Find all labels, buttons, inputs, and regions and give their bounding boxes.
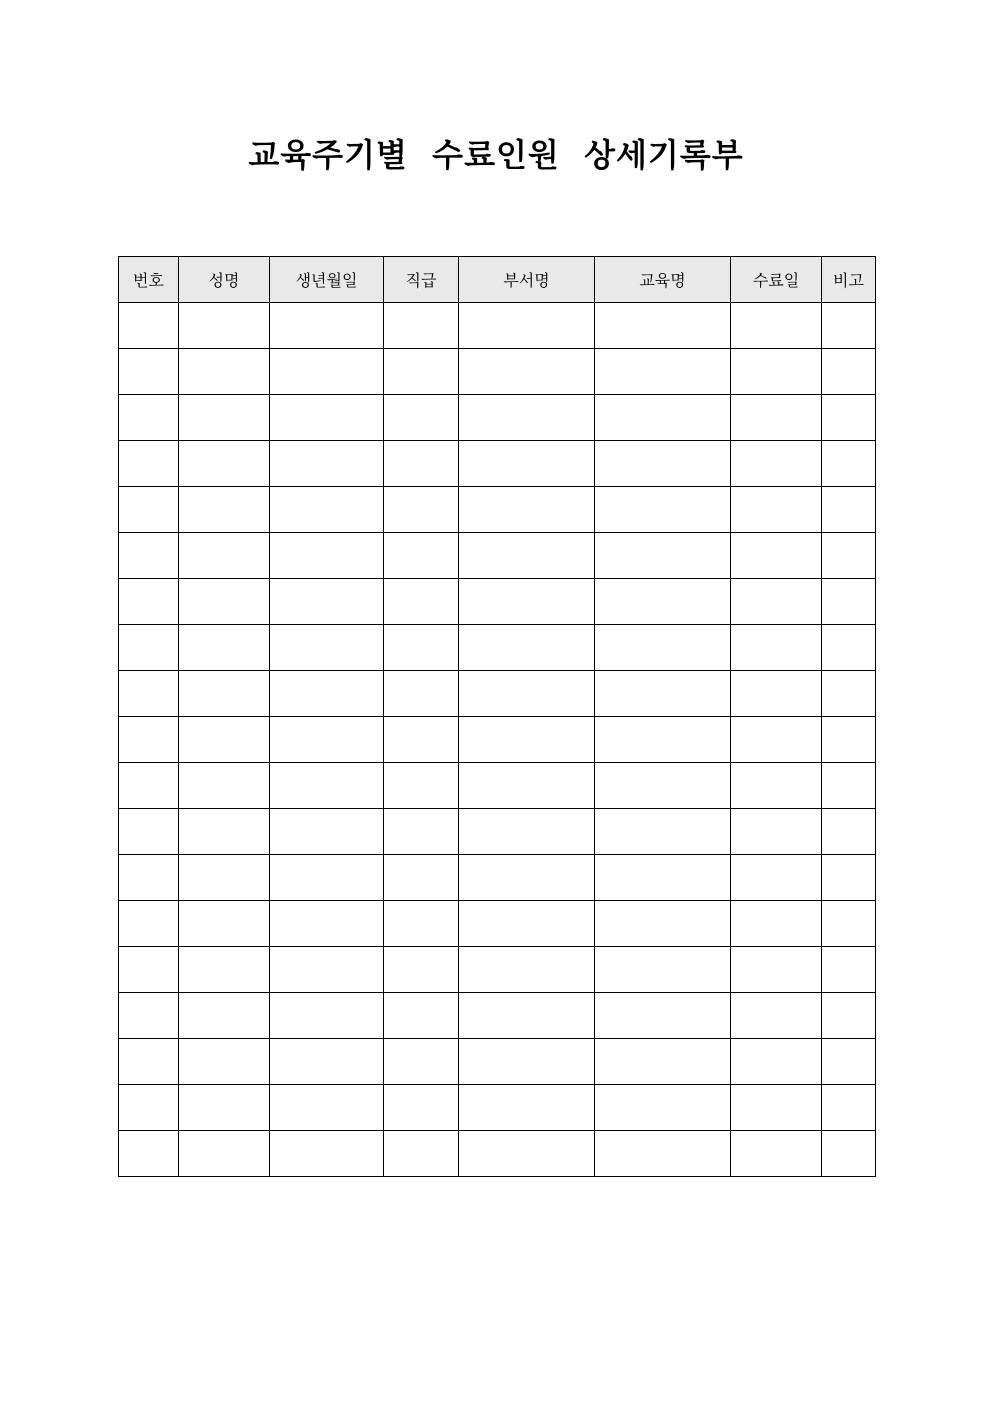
cell-position (384, 533, 459, 579)
cell-department (459, 671, 595, 717)
cell-birthdate (270, 349, 384, 395)
cell-remarks (822, 1039, 876, 1085)
cell-birthdate (270, 533, 384, 579)
cell-position (384, 901, 459, 947)
cell-birthdate (270, 441, 384, 487)
cell-name (179, 441, 270, 487)
cell-position (384, 579, 459, 625)
cell-completion-date (731, 993, 822, 1039)
cell-course (595, 901, 731, 947)
cell-completion-date (731, 1039, 822, 1085)
header-course: 교육명 (595, 257, 731, 303)
cell-position (384, 303, 459, 349)
cell-name (179, 993, 270, 1039)
table-row (119, 717, 876, 763)
cell-course (595, 395, 731, 441)
cell-birthdate (270, 487, 384, 533)
cell-name (179, 717, 270, 763)
table-row (119, 1039, 876, 1085)
cell-name (179, 533, 270, 579)
table-row (119, 487, 876, 533)
table-row (119, 993, 876, 1039)
cell-completion-date (731, 763, 822, 809)
cell-position (384, 809, 459, 855)
table-row (119, 625, 876, 671)
cell-remarks (822, 993, 876, 1039)
cell-course (595, 947, 731, 993)
table-row (119, 809, 876, 855)
cell-birthdate (270, 901, 384, 947)
cell-number (119, 1085, 179, 1131)
cell-position (384, 717, 459, 763)
cell-number (119, 855, 179, 901)
cell-remarks (822, 303, 876, 349)
cell-position (384, 671, 459, 717)
cell-completion-date (731, 303, 822, 349)
cell-department (459, 1131, 595, 1177)
cell-number (119, 625, 179, 671)
cell-number (119, 763, 179, 809)
header-completion-date: 수료일 (731, 257, 822, 303)
cell-course (595, 671, 731, 717)
cell-name (179, 395, 270, 441)
table-row (119, 533, 876, 579)
cell-course (595, 487, 731, 533)
table-body (119, 303, 876, 1177)
cell-department (459, 349, 595, 395)
cell-course (595, 533, 731, 579)
table-row (119, 395, 876, 441)
cell-completion-date (731, 625, 822, 671)
cell-position (384, 487, 459, 533)
completion-record-table (118, 256, 876, 1177)
cell-completion-date (731, 717, 822, 763)
cell-name (179, 579, 270, 625)
cell-department (459, 395, 595, 441)
cell-completion-date (731, 441, 822, 487)
cell-completion-date (731, 809, 822, 855)
cell-position (384, 993, 459, 1039)
cell-remarks (822, 441, 876, 487)
cell-department (459, 303, 595, 349)
cell-number (119, 303, 179, 349)
cell-course (595, 1039, 731, 1085)
cell-department (459, 487, 595, 533)
cell-birthdate (270, 579, 384, 625)
cell-completion-date (731, 487, 822, 533)
cell-remarks (822, 1085, 876, 1131)
cell-course (595, 763, 731, 809)
table-row (119, 1131, 876, 1177)
cell-number (119, 809, 179, 855)
cell-remarks (822, 947, 876, 993)
cell-completion-date (731, 671, 822, 717)
cell-department (459, 579, 595, 625)
cell-number (119, 441, 179, 487)
cell-name (179, 303, 270, 349)
cell-name (179, 1039, 270, 1085)
cell-remarks (822, 579, 876, 625)
table-row (119, 671, 876, 717)
cell-remarks (822, 855, 876, 901)
cell-name (179, 625, 270, 671)
cell-position (384, 763, 459, 809)
cell-department (459, 901, 595, 947)
cell-remarks (822, 809, 876, 855)
cell-position (384, 855, 459, 901)
cell-completion-date (731, 1131, 822, 1177)
cell-course (595, 855, 731, 901)
cell-number (119, 717, 179, 763)
cell-completion-date (731, 1085, 822, 1131)
cell-name (179, 487, 270, 533)
cell-birthdate (270, 855, 384, 901)
cell-remarks (822, 901, 876, 947)
table-row (119, 579, 876, 625)
cell-birthdate (270, 809, 384, 855)
cell-number (119, 533, 179, 579)
cell-course (595, 625, 731, 671)
header-remarks: 비고 (822, 257, 876, 303)
cell-remarks (822, 533, 876, 579)
header-birthdate: 생년월일 (270, 257, 384, 303)
cell-department (459, 763, 595, 809)
cell-course (595, 349, 731, 395)
header-number: 번호 (119, 257, 179, 303)
cell-position (384, 1039, 459, 1085)
table-row (119, 763, 876, 809)
cell-completion-date (731, 901, 822, 947)
table-header-row (119, 257, 876, 303)
cell-department (459, 533, 595, 579)
cell-birthdate (270, 947, 384, 993)
cell-birthdate (270, 993, 384, 1039)
cell-department (459, 717, 595, 763)
cell-course (595, 809, 731, 855)
cell-name (179, 763, 270, 809)
header-name: 성명 (179, 257, 270, 303)
cell-name (179, 901, 270, 947)
table-row (119, 441, 876, 487)
cell-birthdate (270, 1131, 384, 1177)
cell-number (119, 901, 179, 947)
cell-completion-date (731, 395, 822, 441)
cell-department (459, 993, 595, 1039)
cell-position (384, 349, 459, 395)
cell-completion-date (731, 349, 822, 395)
cell-completion-date (731, 855, 822, 901)
cell-number (119, 993, 179, 1039)
cell-position (384, 441, 459, 487)
cell-name (179, 671, 270, 717)
cell-position (384, 947, 459, 993)
cell-completion-date (731, 947, 822, 993)
cell-birthdate (270, 717, 384, 763)
cell-number (119, 487, 179, 533)
cell-number (119, 947, 179, 993)
cell-course (595, 717, 731, 763)
cell-name (179, 809, 270, 855)
cell-position (384, 1131, 459, 1177)
cell-department (459, 947, 595, 993)
table-row (119, 947, 876, 993)
cell-completion-date (731, 533, 822, 579)
cell-position (384, 1085, 459, 1131)
cell-birthdate (270, 395, 384, 441)
cell-name (179, 1131, 270, 1177)
cell-birthdate (270, 763, 384, 809)
cell-remarks (822, 625, 876, 671)
header-position: 직급 (384, 257, 459, 303)
cell-number (119, 395, 179, 441)
header-department: 부서명 (459, 257, 595, 303)
cell-name (179, 855, 270, 901)
cell-remarks (822, 349, 876, 395)
cell-course (595, 441, 731, 487)
cell-course (595, 1085, 731, 1131)
cell-department (459, 625, 595, 671)
table-row (119, 349, 876, 395)
cell-name (179, 947, 270, 993)
cell-remarks (822, 487, 876, 533)
cell-course (595, 993, 731, 1039)
cell-remarks (822, 395, 876, 441)
table-row (119, 1085, 876, 1131)
cell-remarks (822, 1131, 876, 1177)
cell-position (384, 395, 459, 441)
cell-birthdate (270, 625, 384, 671)
cell-position (384, 625, 459, 671)
cell-department (459, 441, 595, 487)
page-title: 교육주기별 수료인원 상세기록부 (248, 136, 744, 174)
cell-birthdate (270, 1085, 384, 1131)
cell-course (595, 303, 731, 349)
cell-number (119, 671, 179, 717)
cell-birthdate (270, 303, 384, 349)
cell-birthdate (270, 671, 384, 717)
cell-department (459, 809, 595, 855)
cell-department (459, 855, 595, 901)
cell-number (119, 1039, 179, 1085)
cell-department (459, 1039, 595, 1085)
cell-name (179, 349, 270, 395)
cell-course (595, 1131, 731, 1177)
cell-completion-date (731, 579, 822, 625)
cell-number (119, 1131, 179, 1177)
cell-remarks (822, 717, 876, 763)
cell-number (119, 579, 179, 625)
cell-birthdate (270, 1039, 384, 1085)
cell-number (119, 349, 179, 395)
table-row (119, 901, 876, 947)
cell-name (179, 1085, 270, 1131)
table-row (119, 303, 876, 349)
cell-course (595, 579, 731, 625)
table-row (119, 855, 876, 901)
cell-remarks (822, 763, 876, 809)
cell-department (459, 1085, 595, 1131)
cell-remarks (822, 671, 876, 717)
